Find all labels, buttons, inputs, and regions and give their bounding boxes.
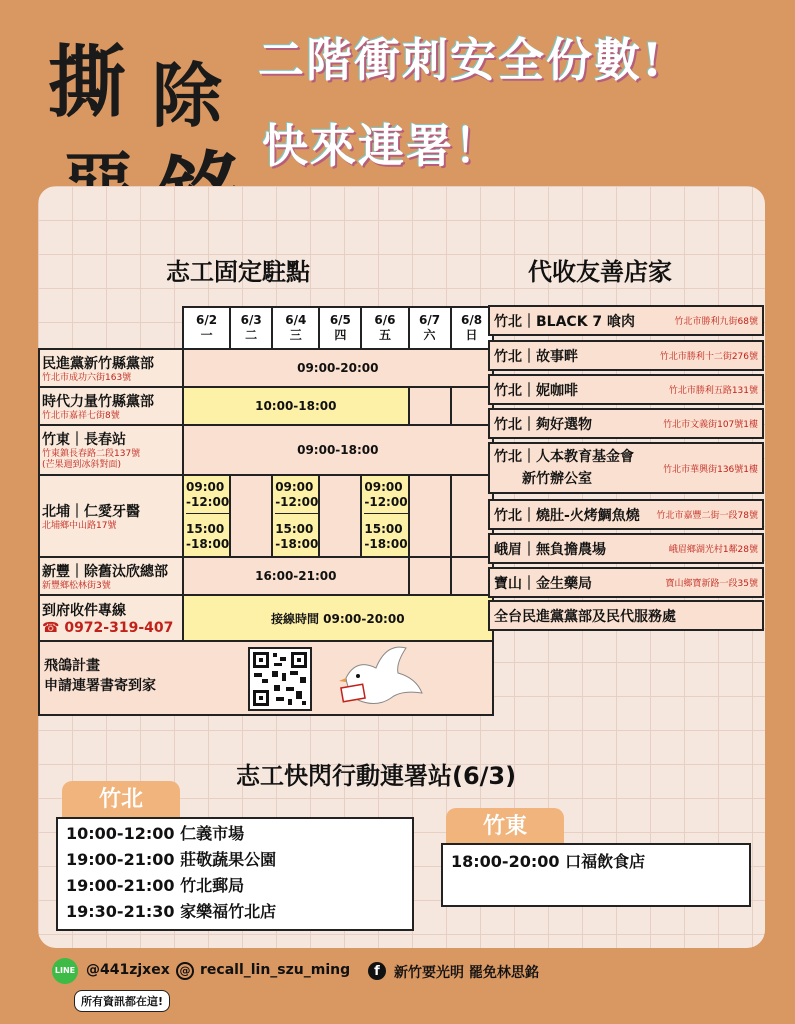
- line-id[interactable]: @441zjxex: [86, 962, 170, 978]
- headline-line1: 二階衝刺安全份數!: [258, 33, 665, 87]
- date-header: 6/7 六: [409, 307, 451, 349]
- threads-icon: @: [176, 962, 194, 980]
- line-icon: LINE: [52, 958, 78, 984]
- empty-cell: [409, 387, 451, 425]
- empty-cell: [451, 387, 493, 425]
- time-slot-cell: 09:00 -12:00 15:00 -18:00: [272, 475, 319, 557]
- time-cell: 09:00-20:00: [183, 349, 493, 387]
- time-cell: 16:00-21:00: [183, 557, 409, 595]
- list-item: 竹北｜BLACK 7 喰肉 竹北市勝利九街68號: [488, 305, 764, 336]
- list-item: 峨眉｜無負擔農場 峨眉鄉湖光村1鄰28號: [488, 533, 764, 564]
- list-item: 19:00-21:00 莊敬蔬果公園: [66, 850, 277, 869]
- phone-number: 0972-319-407: [64, 620, 174, 636]
- table-row: [39, 641, 493, 715]
- logo-char: 撕: [48, 37, 127, 128]
- table-row: [39, 349, 493, 387]
- location-cell: 到府收件專線 ☎ 0972-319-407: [39, 595, 183, 641]
- empty-cell: [451, 475, 493, 557]
- pigeon-plan-desc: 申請連署書寄到家: [44, 678, 156, 694]
- time-slot-cell: 09:00 -12:00 15:00 -18:00: [361, 475, 408, 557]
- info-note: 所有資訊都在這!: [74, 990, 170, 1012]
- logo-char: 除: [152, 54, 222, 137]
- list-item: 18:00-20:00 口福飲食店: [451, 852, 646, 871]
- empty-cell: [451, 557, 493, 595]
- time-cell: 10:00-18:00: [183, 387, 409, 425]
- time-cell: 接線時間 09:00-20:00: [183, 595, 493, 641]
- zhudong-list: [441, 843, 751, 907]
- table-row: [39, 557, 493, 595]
- dove-icon: [336, 638, 426, 721]
- time-cell: 09:00-18:00: [183, 425, 493, 475]
- phone-icon: ☎: [42, 620, 60, 636]
- pigeon-plan-cell: [39, 641, 493, 715]
- location-cell: 新豐｜除舊汰欣總部 新豐鄉松林街3號: [39, 557, 183, 595]
- date-header: 6/5 四: [319, 307, 361, 349]
- date-header: 6/3 二: [230, 307, 272, 349]
- table-row: [39, 595, 493, 641]
- shops-title: 代收友善店家: [528, 258, 672, 286]
- date-header: 6/6 五: [361, 307, 408, 349]
- list-item: 竹北｜故事畔 竹北市勝利十二街276號: [488, 340, 764, 371]
- threads-handle[interactable]: recall_lin_szu_ming: [200, 962, 351, 978]
- empty-cell: [409, 475, 451, 557]
- date-header: 6/4 三: [272, 307, 319, 349]
- pigeon-plan-title: 飛鴿計畫: [44, 658, 100, 674]
- list-item: 竹北｜人本教育基金會 新竹辦公室 竹北市華興街136號1樓: [488, 442, 764, 494]
- volunteer-schedule-table: [38, 306, 494, 716]
- date-header: 6/8 日: [451, 307, 493, 349]
- list-item: 竹北｜妮咖啡 竹北市勝利五路131號: [488, 374, 764, 405]
- location-cell: 時代力量竹縣黨部 竹北市嘉祥七街8號: [39, 387, 183, 425]
- time-slot-cell: 09:00 -12:00 15:00 -18:00: [183, 475, 230, 557]
- list-item: 竹北｜夠好選物 竹北市文義街107號1樓: [488, 408, 764, 439]
- empty-cell: [230, 475, 272, 557]
- tab-zhubei: 竹北: [62, 781, 180, 819]
- facebook-icon: f: [368, 962, 386, 980]
- location-cell: 北埔｜仁愛牙醫 北埔鄉中山路17號: [39, 475, 183, 557]
- list-item: 10:00-12:00 仁義市場: [66, 824, 245, 843]
- table-corner: [39, 307, 183, 349]
- location-cell: 竹東｜長春站 竹東鎮長春路二段137號 (芒果週到冰斜對面): [39, 425, 183, 475]
- table-row: [39, 425, 493, 475]
- location-cell: 民進黨新竹縣黨部 竹北市成功六街163號: [39, 349, 183, 387]
- table-row: [39, 387, 493, 425]
- headline-line2: 快來連署！: [262, 119, 502, 173]
- zhubei-list: [56, 817, 414, 931]
- empty-cell: [409, 557, 451, 595]
- date-header: 6/2 一: [183, 307, 230, 349]
- facebook-page[interactable]: 新竹要光明 罷免林思銘: [394, 965, 539, 981]
- list-item: 寶山｜金生藥局 寶山鄉寶新路一段35號: [488, 567, 764, 598]
- tab-zhudong: 竹東: [446, 808, 564, 846]
- list-item: 19:30-21:30 家樂福竹北店: [66, 902, 277, 921]
- list-item: 全台民進黨黨部及民代服務處: [488, 600, 764, 631]
- empty-cell: [319, 475, 361, 557]
- qr-code[interactable]: [248, 647, 312, 711]
- list-item: 竹北｜燒肚-火烤鯛魚燒 竹北市嘉豐二街一段78號: [488, 499, 764, 530]
- table-row: [39, 475, 493, 557]
- volunteer-title: 志工固定駐點: [166, 258, 310, 286]
- list-item: 19:00-21:00 竹北郵局: [66, 876, 245, 895]
- flash-title: 志工快閃行動連署站(6/3): [236, 762, 517, 790]
